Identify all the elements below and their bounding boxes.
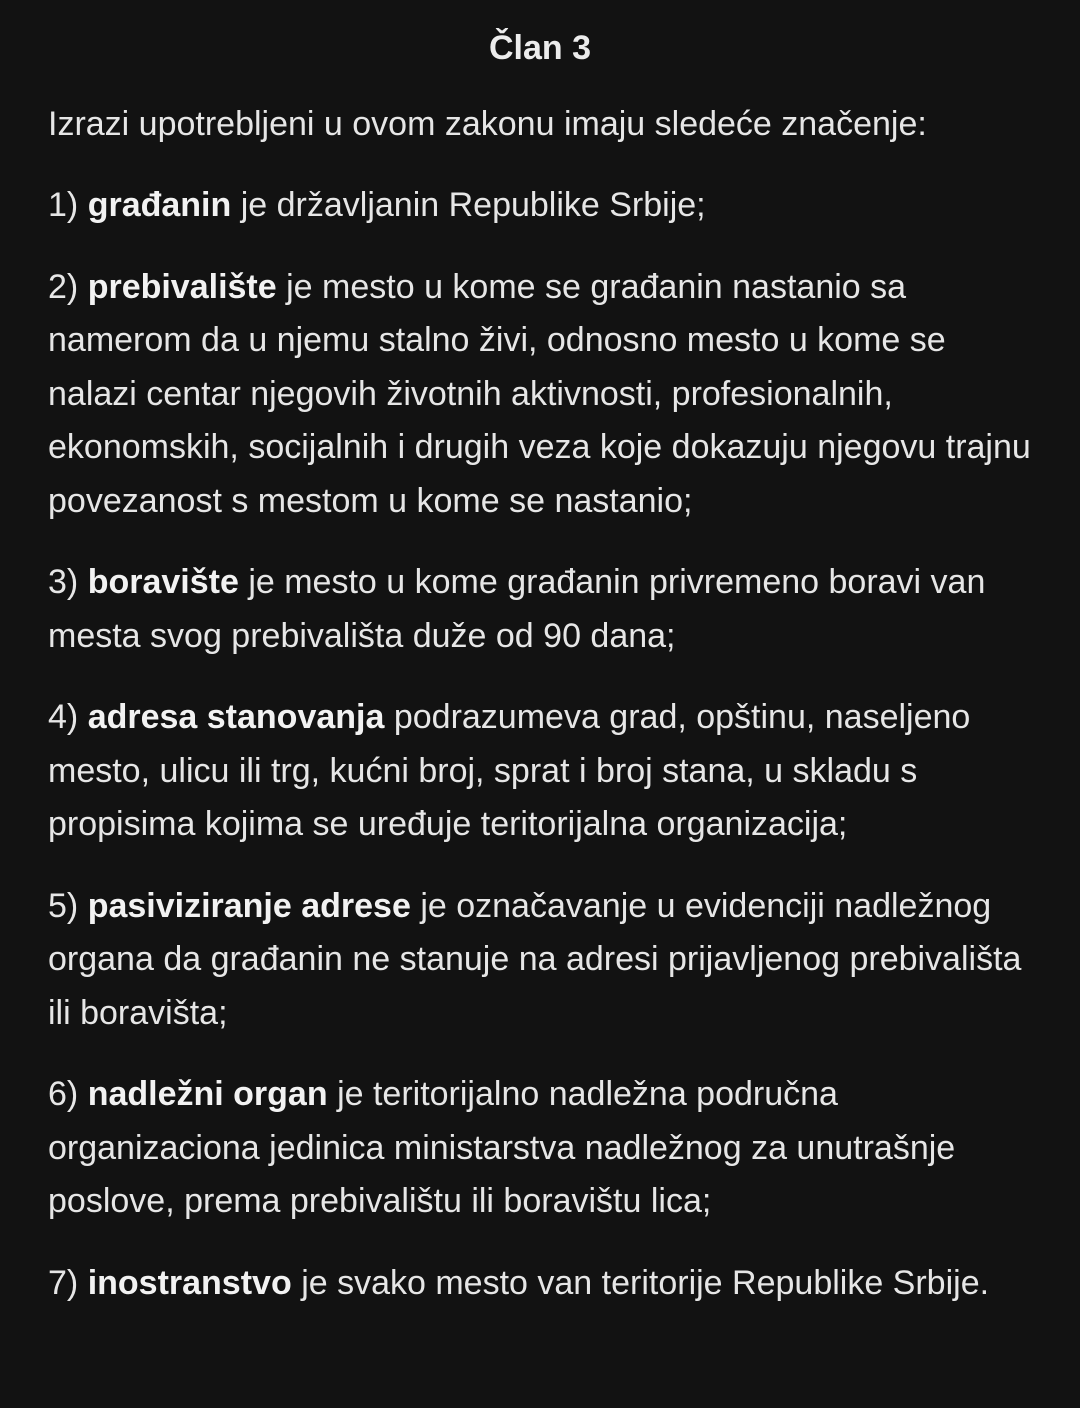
definition-item-7 [48, 1257, 1032, 1311]
definition-number: 7) [48, 1263, 79, 1302]
definition-term: građanin [87, 186, 232, 224]
definition-number: 1) [48, 186, 79, 224]
article-intro: Izrazi upotrebljeni u ovom zakonu imaju sledeće značenje: [48, 105, 927, 143]
definition-term: inostranstvo [87, 1263, 292, 1302]
definition-term: nadležni organ [87, 1075, 328, 1113]
definition-item-4 [48, 691, 1032, 852]
definition-text: je teritorijalno nadležna područna organizaciona jedinica ministarstva nadležnog za unutrašnje poslove, prema prebivalištu ili boravištu lica; [48, 1075, 956, 1220]
definition-item-6 [48, 1068, 1032, 1229]
definition-number: 2) [48, 267, 79, 306]
definition-text: je mesto u kome građanin privremeno boravi van mesta svog prebivališta duže od 90 dana; [48, 563, 986, 655]
definition-term: adresa stanovanja [87, 698, 385, 736]
definitions-list [48, 179, 1032, 1310]
definition-text: je svako mesto van teritorije Republike Srbije. [301, 1263, 990, 1302]
definition-text: je označavanje u evidenciji nadležnog organa da građanin ne stanuje na adresi prijavljenog prebivališta ili boravišta; [48, 886, 1022, 1032]
definition-text: podrazumeva grad, opštinu, naseljeno mesto, ulicu ili trg, kućni broj, sprat i broj stana, u skladu s propisima kojima se uređuje teritorijalna organizacija; [48, 698, 971, 843]
definition-number: 4) [48, 698, 79, 736]
definition-term: prebivalište [87, 267, 277, 306]
definition-item-3 [48, 556, 1032, 663]
definition-number: 6) [48, 1075, 79, 1113]
definition-number: 3) [48, 563, 79, 601]
definition-item-1 [48, 179, 1032, 233]
definition-number: 5) [48, 886, 79, 925]
definition-term: boravište [87, 563, 239, 601]
definition-term: pasiviziranje adrese [87, 886, 411, 925]
definition-text: je državljanin Republike Srbije; [240, 186, 706, 224]
definition-item-2 [48, 261, 1032, 529]
definition-item-5 [48, 880, 1032, 1041]
article-title: Član 3 [488, 29, 592, 67]
definition-text: je mesto u kome se građanin nastanio sa namerom da u njemu stalno živi, odnosno mesto u kome se nalazi centar njegovih životnih aktivnosti, profesionalnih, ekonomskih, socijalnih i drugih veza koje dokazuju njegovu trajnu povezanost s mestom u kome se nastanio; [48, 267, 1031, 520]
